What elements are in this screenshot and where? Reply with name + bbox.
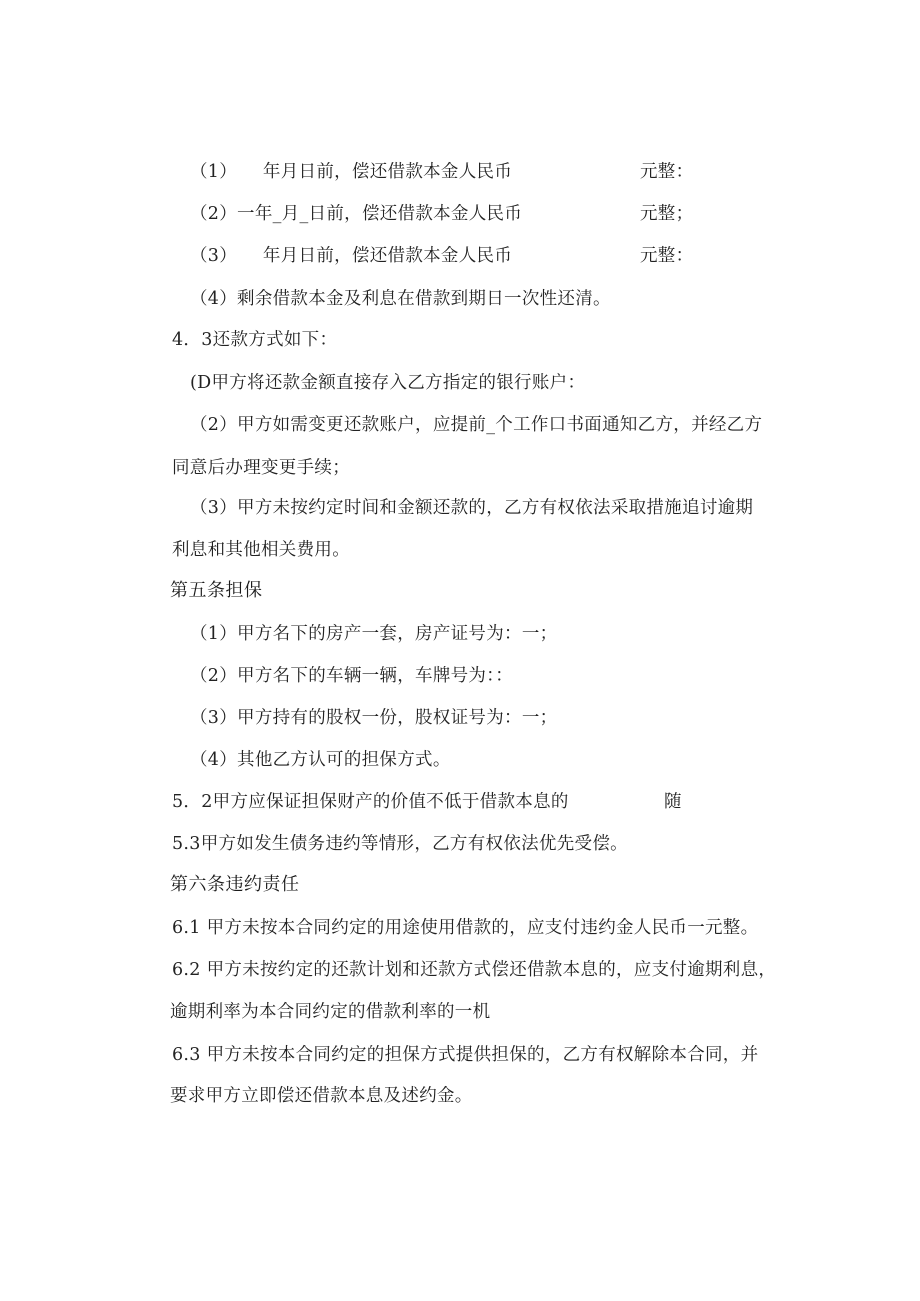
clause-4-3-item-2: （2）甲方如需变更还款账户，应提前_个工作口书面通知乙方，并经乙方 [190,415,763,435]
clause-4-3-item-1: (D甲方将还款金额直接存入乙方指定的银行账户： [190,373,586,393]
clause-4-3-title: 4．3还款方式如下： [172,330,338,350]
schedule-item-1-text: 年月日前，偿还借款本金人民币 [262,162,513,182]
clause-4-3-item-3-cont: 利息和其他相关费用。 [172,540,350,560]
article-5-heading: 第五条担保 [170,580,263,601]
clause-5-3: 5.3甲方如发生债务违约等情形，乙方有权依法优先受偿。 [172,834,628,854]
article-5-item-2: （2）甲方名下的车辆一辆，车牌号为：： [190,666,514,686]
schedule-item-3 [190,245,512,267]
clause-4-3-item-3: （3）甲方未按约定时间和金额还款的，乙方有权依法采取措施追讨逾期 [190,498,754,518]
schedule-item-4: （4）剩余借款本金及利息在借款到期日一次性还清。 [190,289,611,309]
schedule-item-2-prefix: （2） [190,204,238,224]
schedule-item-3-text: 年月日前，偿还借款本金人民币 [262,246,513,266]
schedule-item-2 [190,203,522,225]
schedule-item-3-suffix: 元整： [640,246,694,266]
schedule-item-1-suffix: 元整： [640,162,694,182]
article-5-item-3: （3）甲方持有的股权一份，股权证号为：一； [190,708,558,728]
clause-6-2-cont: 逾期利率为本合同约定的借款利率的一机 [170,1002,491,1022]
clause-6-3: 6.3 甲方未按本合同约定的担保方式提供担保的，乙方有权解除本合同，并 [172,1045,759,1065]
clause-6-2: 6.2 甲方未按约定的还款计划和还款方式偿还借款本息的，应支付逾期利息， [172,960,777,980]
article-5-item-1: （1）甲方名下的房产一套，房产证号为：一； [190,624,558,644]
article-5-item-4: （4）其他乙方认可的担保方式。 [190,750,451,770]
clause-4-3-item-2-cont: 同意后办理变更手续； [172,458,350,478]
schedule-item-3-prefix: （3） [190,246,238,266]
schedule-item-2-suffix: 元整； [640,204,694,224]
clause-6-3-cont: 要求甲方立即偿还借款本息及述约金。 [170,1086,473,1106]
schedule-item-1 [190,161,512,183]
clause-5-2-tail: 随 [664,792,682,812]
article-6-heading: 第六条违约责任 [170,874,300,895]
clause-5-2: 5．2甲方应保证担保财产的价值不低于借款本息的 [172,792,569,812]
schedule-item-2-text: 一年_月_日前，偿还借款本金人民币 [237,204,523,224]
schedule-item-1-prefix: （1） [190,162,238,182]
clause-6-1: 6.1 甲方未按本合同约定的用途使用借款的，应支付违约金人民币一元整。 [172,918,759,938]
